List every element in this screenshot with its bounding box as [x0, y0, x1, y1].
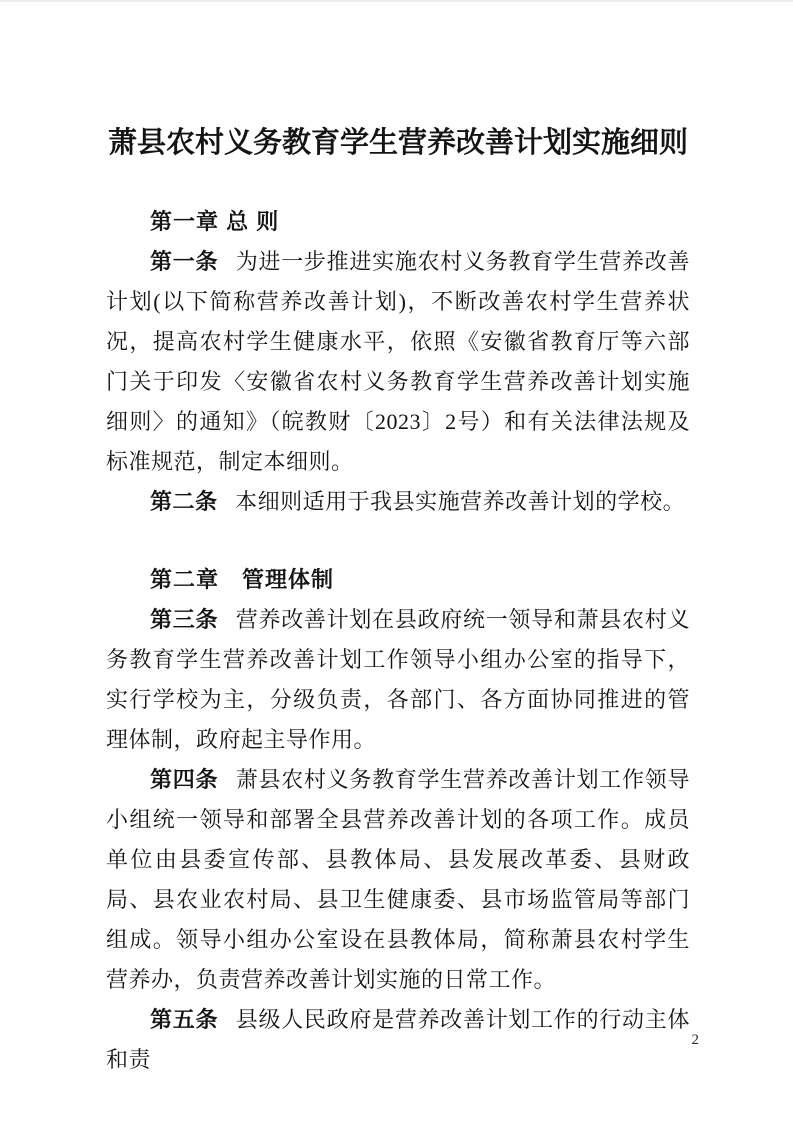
- article-label: 第三条: [150, 607, 219, 632]
- article-label: 第四条: [150, 767, 219, 792]
- article-paragraph: [106, 600, 690, 760]
- article-text: 萧县农村义务教育学生营养改善计划工作领导小组统一领导和部署全县营养改善计划的各项工作。成员单位由县委宣传部、县教体局、县发展改革委、县财政局、县农业农村局、县卫生健康委、县市场监管局等部门组成。领导小组办公室设在县教体局，简称萧县农村学生营养办，负责营养改善计划实施的日常工作。: [106, 767, 690, 992]
- article-label: 第五条: [150, 1007, 219, 1032]
- article-text: 营养改善计划在县政府统一领导和萧县农村义务教育学生营养改善计划工作领导小组办公室的指导下，实行学校为主，分级负责，各部门、各方面协同推进的管理体制，政府起主导作用。: [106, 607, 690, 752]
- article-text: 本细则适用于我县实施营养改善计划的学校。: [235, 489, 686, 514]
- article-label: 第一条: [150, 249, 219, 274]
- article-paragraph: [106, 482, 690, 522]
- article-text: 县级人民政府是营养改善计划工作的行动主体和责: [106, 1007, 690, 1072]
- page-number: 2: [691, 1032, 699, 1048]
- article-paragraph: [106, 242, 690, 482]
- chapter-heading: 第二章 管理体制: [150, 567, 335, 592]
- article-label: 第二条: [150, 489, 218, 514]
- document-title: 萧县农村义务教育学生营养改善计划实施细则: [107, 127, 688, 159]
- article-paragraph: [106, 760, 690, 1000]
- document-body: [106, 202, 690, 1080]
- article-paragraph: [106, 1000, 690, 1080]
- chapter-heading: 第一章 总 则: [150, 209, 280, 234]
- article-text: 为进一步推进实施农村义务教育学生营养改善计划(以下简称营养改善计划)，不断改善农村学生营养状况，提高农村学生健康水平，依照《安徽省教育厅等六部门关于印发〈安徽省农村义务教育学生营养改善计划实施细则〉的通知》（皖教财〔2023〕2号）和有关法律法规及标准规范，制定本细则。: [106, 249, 690, 474]
